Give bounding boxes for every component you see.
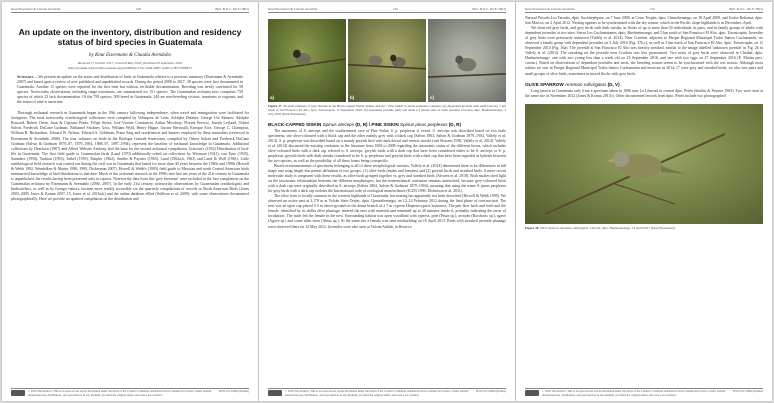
article-authors: by Knut Eisermann & Claudia Avendaño bbox=[89, 53, 171, 58]
runhead-journal: Bull. B.O.C. 2018 138(3) bbox=[729, 7, 763, 11]
page-number: 150 bbox=[649, 7, 655, 11]
species-name: BLACK-CAPPED SISKIN bbox=[268, 121, 322, 127]
article-title: An update on the inventory, distribution and residency status of bird species in Guatemala bbox=[18, 27, 242, 47]
running-head bbox=[268, 7, 506, 13]
scientific-name: Spinus atriceps bbox=[322, 121, 355, 127]
figure-37-caption bbox=[268, 104, 506, 117]
status-codes: (D, R) / PINE SISKIN bbox=[355, 121, 399, 127]
bird-icon bbox=[428, 19, 506, 102]
page-footer bbox=[11, 388, 249, 397]
page-149 bbox=[259, 2, 515, 401]
photo-label-a: a) bbox=[270, 95, 275, 100]
zoobank-link[interactable]: http://zoobank.org/urn:lsid:zoobank.org:pub:8D0ACC5A-3A86-4D87-A4D5-C3877256B673 bbox=[68, 66, 192, 70]
license-text: © 2018 The Authors; This is an open-access article distributed under the terms of the Creative Commons Attribution Non-Commercial Licence, which permits unrestricted use, distribution, and reproduction in any medium, provided the original author and source are credited. bbox=[285, 389, 469, 397]
section-heading-siskin bbox=[268, 122, 506, 127]
summary: Summary.—We present an update on the status and distribution of birds in Guatemala relative to a previous summary (Eisermann & Avendaño 2007) and based upon a review of new published and unpublished records. During the period 2006 to 2017, 38 species were first documented in Guatemala. Another 11 species were reported for the first time but without verifiable documentation. Breeding was newly confirmed for 58 species. Noteworthy observations, including range extensions, are summarised for 151 species. The Guatemalan avifauna now comprises 758 species of which 23 lack documentation. Of the 758 species, 509 breed in Guatemala, 240 are non-breeding visitors, transients or vagrants, and the status of nine is uncertain. bbox=[17, 75, 243, 105]
license-text: © 2018 The Authors; This is an open-access article distributed under the terms of the Creative Commons Attribution Non-Commercial Licence, which permits unrestricted use, distribution, and reproduction in any medium, provided the original author and source are credited. bbox=[28, 389, 212, 397]
body-paragraph: The olive form is locally common in the western highlands of Guatemala, but nesting has apparently not been described (Howell & Webb 1995). We observed an active nest at 3,170 m at Volcán Siete Orejas, dpto. Quetzaltenango, on 12–14 February 2012 during the final phase of construction. The nest was an open cup placed 5.5 m above ground on the dense branch of a 7 m cypress Hesperocyparis lusitanica. The pair flew back and forth and the female, identified by its duller olive plumage, entered the nest with material and remained up to 20 minutes inside it, probably indicating the onset of incubation. The male fed the female in the nest. Surrounding habitat was open woodland with cypress, pine (Pinus sp.), arrayán (Baccharis sp.), agave (Agave sp.) and some alder trees (Alnus sp.). At the same site a female was seen nestbuilding on 16 April 2013. Birds with streaked juvenile plumage were observed there on 14 May 2012. Juveniles were also seen at Volcán Atitlán, in Reserva bbox=[268, 194, 506, 229]
figure-37 bbox=[268, 19, 506, 102]
body-paragraph: Long known in Guatemala only from a specimen taken in 1896 near La Libertad in central dpto. Petén (Smithe & Paynter 1963). Two were seen at the same site in November 2012 (Jones & Komar 2013c). Other documented records from dpto. Petén include two photographed bbox=[525, 88, 763, 98]
photo-label-c: c) bbox=[430, 95, 435, 100]
runhead-authors: Knut Eisermann & Claudia Avendaño bbox=[268, 7, 318, 11]
page-number: 148 bbox=[135, 7, 141, 11]
body-paragraph: The taxonomy of S. atriceps and the southernmost race of Pine Siskin S. p. perplexus is vexed. S. atriceps was described based on two male specimens, one olive-coloured with a black cap and the other mainly grey with a black cap (Salvin 1863, Salvin & Godman 1879–1904, Vallely et al. 2014). S. p. perplexus was described based on a mainly greyish bird with dark dorsal and ventral streaks (van Rossem 1938, Vallely et al. 2014). Vallely et al. (2014) discussed the existing confusion in the literature from 1863 to 2008 regarding the taxonomic status of the different forms, which includes olive-coloured birds with a dark cap referred to S. atriceps, greyish birds with a dark cap that have been considered either to be S. atriceps or S. p. perplexus, greyish birds with dark streaks considered to be S. p. perplexus and greyish birds with a dark cap that have been regarded as hybrids between the two species, as well as the possibility of all these forms being conspecific. bbox=[268, 128, 506, 163]
running-head bbox=[11, 7, 249, 13]
received-dates: Received 17 October 2017; revised 8 May 2018; published 28 September 2018 bbox=[78, 61, 182, 65]
siskin-photo-a bbox=[268, 19, 346, 102]
page-150 bbox=[516, 2, 772, 401]
section-heading-olive-sparrow bbox=[525, 82, 763, 87]
creative-commons-icon bbox=[11, 390, 25, 396]
license-text: © 2018 The Authors; This is an open-access article distributed under the terms of the Creative Commons Attribution Non-Commercial Licence, which permits unrestricted use, distribution, and reproduction in any medium, provided the original author and source are credited. bbox=[542, 389, 726, 397]
siskin-photo-b bbox=[348, 19, 426, 102]
page-number: 149 bbox=[392, 7, 398, 11]
issn: ISSN-2513-9894 (Online) bbox=[732, 389, 763, 394]
species-name: OLIVE SPARROW bbox=[525, 81, 564, 87]
scientific-name-2: Spinus pinus perplexus bbox=[400, 121, 448, 127]
body-paragraph: Based on measurements of specimens belonging to all of these morphological variants, Vallely et al. (2014) determined there to be differences in bill shape and wing length that permit definition of two groups: (1) olive birds (males and females) and (2) greyish birds and streaked birds. A more recent molecular study is congruent with these results, as olive birds grouped together vs. grey and streaked birds (Álvarez et al. 2018). Both studies shed light on the taxonomic relationships between the different morphotypes, but the nomenclatural confusion remains unresolved, because grey-coloured birds with a dark cap were originally described as S. atriceps (Salvin 1863, Salvin & Godman 1879–1904), meaning that using the name S. pinus perplexus for grey birds with a dark cap violates the International code of zoological nomenclature (ICZN 1999, Dickinson et al. 2011). bbox=[268, 163, 506, 194]
issn: ISSN-2513-9894 (Online) bbox=[218, 389, 249, 394]
page-148 bbox=[2, 2, 258, 401]
body-paragraph: We observed grey birds, and grey birds with dark streaks, in flocks of up to more than 50 individuals, in pairs, and in family groups of adults with dependent juveniles at two sites: Sierra Los Cuchumatanes, dpto. Huehuetenango, and 5 km north of San Francisco El Alto, dpto. Totonicapán. Juveniles of grey birds were previously unknown (Vallely et al. 2014). Near Cruchen, adjacent to Parque Regional Municipal Todos Santos Cuchumatán, we observed a family group with dependent juveniles on 3 July 2016 (Fig. 37b,c), as well as 5 km north of San Francisco El Alto, dpto. Totonicapán, on 11 September 2014 (Fig. 36a). The juvenile at San Francisco El Alto was heavily streaked, similar to the image labelled 'unknown juvenile' in Fig. 2b in Vallely et al. (2014). The streaking on the juvenile near Cruchen was less pronounced. Two nests of grey birds were observed in Chiabal, dpto. Huehuetenango: one with two young less than a week old on 23 September 2016, and one with two eggs on 27 September 2016 (E. Matías pers. comm.). Based on observations of dependent juveniles and nests, the breeding season seems to be synchronised with the wet season. Although most siskins we saw in Parque Regional Municipal Todos Santos Cuchumatán and environs in 2014–17 were grey and streaked birds, we also saw pairs and small groups of olive birds, sometimes in mixed flocks with grey birds. bbox=[525, 26, 763, 76]
creative-commons-icon bbox=[268, 390, 282, 396]
status-codes-2: (D, R) bbox=[448, 121, 462, 127]
siskin-photo-c bbox=[428, 19, 506, 102]
caption-text: Juvenile plumage of grey morphs in the Black-capped Siskin Spinus atriceps / Pine Siskin S. pinus perplexus complex: (a) dependent juvenile with adult (above), 5 km north of San Francisco El Alto, dpto. Totonicapán, 11 September 2016; (b) dependent juvenile (left) and adult, (c) lateral view of same juvenile, Cruchen, dpto. Huehuetenango, 3 July 2016 (Knut Eisermann) bbox=[268, 104, 506, 117]
issn: ISSN-2513-9894 (Online) bbox=[475, 389, 506, 394]
photo-label-b: b) bbox=[350, 95, 355, 100]
page-footer bbox=[268, 388, 506, 397]
figure-38-photo bbox=[525, 104, 763, 224]
body-paragraph: Thorough avifaunal research in Guatemala began in the 19th century following independence, when travel and immigration were facilitated for foreigners. The most noteworthy ornithological collections were compiled by Velásquez de León, Adolphe Delattre, George Ure Skinner, Adolphe Boucard, Robert Owen, Juan & Cipriano Prado, Felipe Sierra, José Vicente Constancia, Arthur Mowbray, Florent Prevost, Joseph Leyland, Osbert Salvin, Frederick DuCane Godman, Nathaniel Stickney Goss, William Wyld, Henry Hague, Gustav Bernoulli, Enrique Arce, George C. Champion, William B. Richardson, Edward W. Nelson, Edward A. Goldman, Franz Sarg and taxidermists and hunters employed by these naturalists (reviewed in Eisermann & Avendaño 2006). The four volumes on birds in the Biologia Centrali-Americana, compiled by Osbert Salvin and Frederick DuCane Godman (Salvin & Godman 1879–87, 1879–1904, 1888–97, 1897–1904), represent the baseline of avifaunal knowledge in Guatemala. Additional collections by Dearborn (1907) and Alfred Webster Anthony laid the base for the second avifaunal compilation, Griscom's (1932) Distribution of bird-life in Guatemala. The first field guide to Guatemalan birds (Land 1970) additionally relied on collections by Wetmore (1941), van Tyne (1935), Saunders (1950), Tashian (1953), Taibel (1955), Baepler (1962), Smithe & Paynter (1963), Land (1962a,b, 1963) and Land & Wolf (1961). Little ornithological field research was carried out during the civil war in Guatemala that lasted for more than 30 years between the 1960s and 1990s (Howell & Webb 1992, Wendelken & Martin 1986, 1989, Dickerman 2007). Howell & Webb's (1995) field guide to Mexican and north Central American birds summarised knowledge of bird distribution to that date. Much of the avifaunal research in the 1990s and first ten years of the 21st century in Guatemala is unpublished, the results having been presented only in reports. Noteworthy data from this 'grey literature' were included in the first compilation on the Guatemalan avifauna by Eisermann & Avendaño (2006, 2007). In the early 21st century, noteworthy observations by Guatemalan ornithologists and birdwatchers, as well as by foreign visitors, became more readily accessible via the quarterly compilations of records in North American Birds (Jones 2003–2009, Jones & Komar 2007–15, Jones et al. 2016a,b) and the online database eBird (Sullivan et al. 2009), with some observations documented photographically. Here we provide an updated compilation on the distribution and bbox=[11, 111, 249, 202]
bird-icon bbox=[268, 19, 346, 102]
runhead-authors: Knut Eisermann & Claudia Avendaño bbox=[525, 7, 575, 11]
page-footer bbox=[525, 388, 763, 397]
scientific-name: Arremon rufivirgatus bbox=[565, 81, 607, 87]
body-paragraph: Natural Privada Los Tarrales, dpto. Suchitepéquez, on 7 June 2008, at Cerro Tecpán, dpto. Chimaltenango, on 18 April 2009, and Unión Reforma, dpto. San Marcos, on 2 April 2012. Nesting appears to be synchronised with the dry season, which in the Pacific slope highlands is in December–April. bbox=[525, 16, 763, 26]
figure-38-caption bbox=[525, 226, 763, 230]
caption-label: Figure 37. bbox=[268, 104, 283, 108]
bird-icon bbox=[525, 104, 763, 224]
runhead-journal: Bull. B.O.C. 2018 138(3) bbox=[215, 7, 249, 11]
caption-text: Olive Sparrow Arremon rufivirgatus, Chacalá, dpto. Huehuetenango, 13 April 2017 (Knut Eisermann) bbox=[540, 225, 675, 230]
creative-commons-icon bbox=[525, 390, 539, 396]
bird-icon bbox=[348, 19, 426, 102]
caption-label: Figure 38. bbox=[525, 225, 540, 230]
runhead-journal: Bull. B.O.C. 2018 138(3) bbox=[472, 7, 506, 11]
summary-text: We present an update on the status and distribution of birds in Guatemala relative to a previous summary (Eisermann & Avendaño 2007) and based upon a review of new published and unpublished records. During the period 2006 to 2017, 38 species were first documented in Guatemala. Another 11 species were reported for the first time but without verifiable documentation. Breeding was newly confirmed for 58 species. Noteworthy observations, including range extensions, are summarised for 151 species. The Guatemalan avifauna now comprises 758 species of which 23 lack documentation. Of the 758 species, 509 breed in Guatemala, 240 are non-breeding visitors, transients or vagrants, and the status of nine is uncertain. bbox=[17, 75, 243, 105]
runhead-authors: Knut Eisermann & Claudia Avendaño bbox=[11, 7, 61, 11]
summary-label: Summary bbox=[17, 75, 34, 79]
status-codes: (D, V) bbox=[607, 81, 620, 87]
